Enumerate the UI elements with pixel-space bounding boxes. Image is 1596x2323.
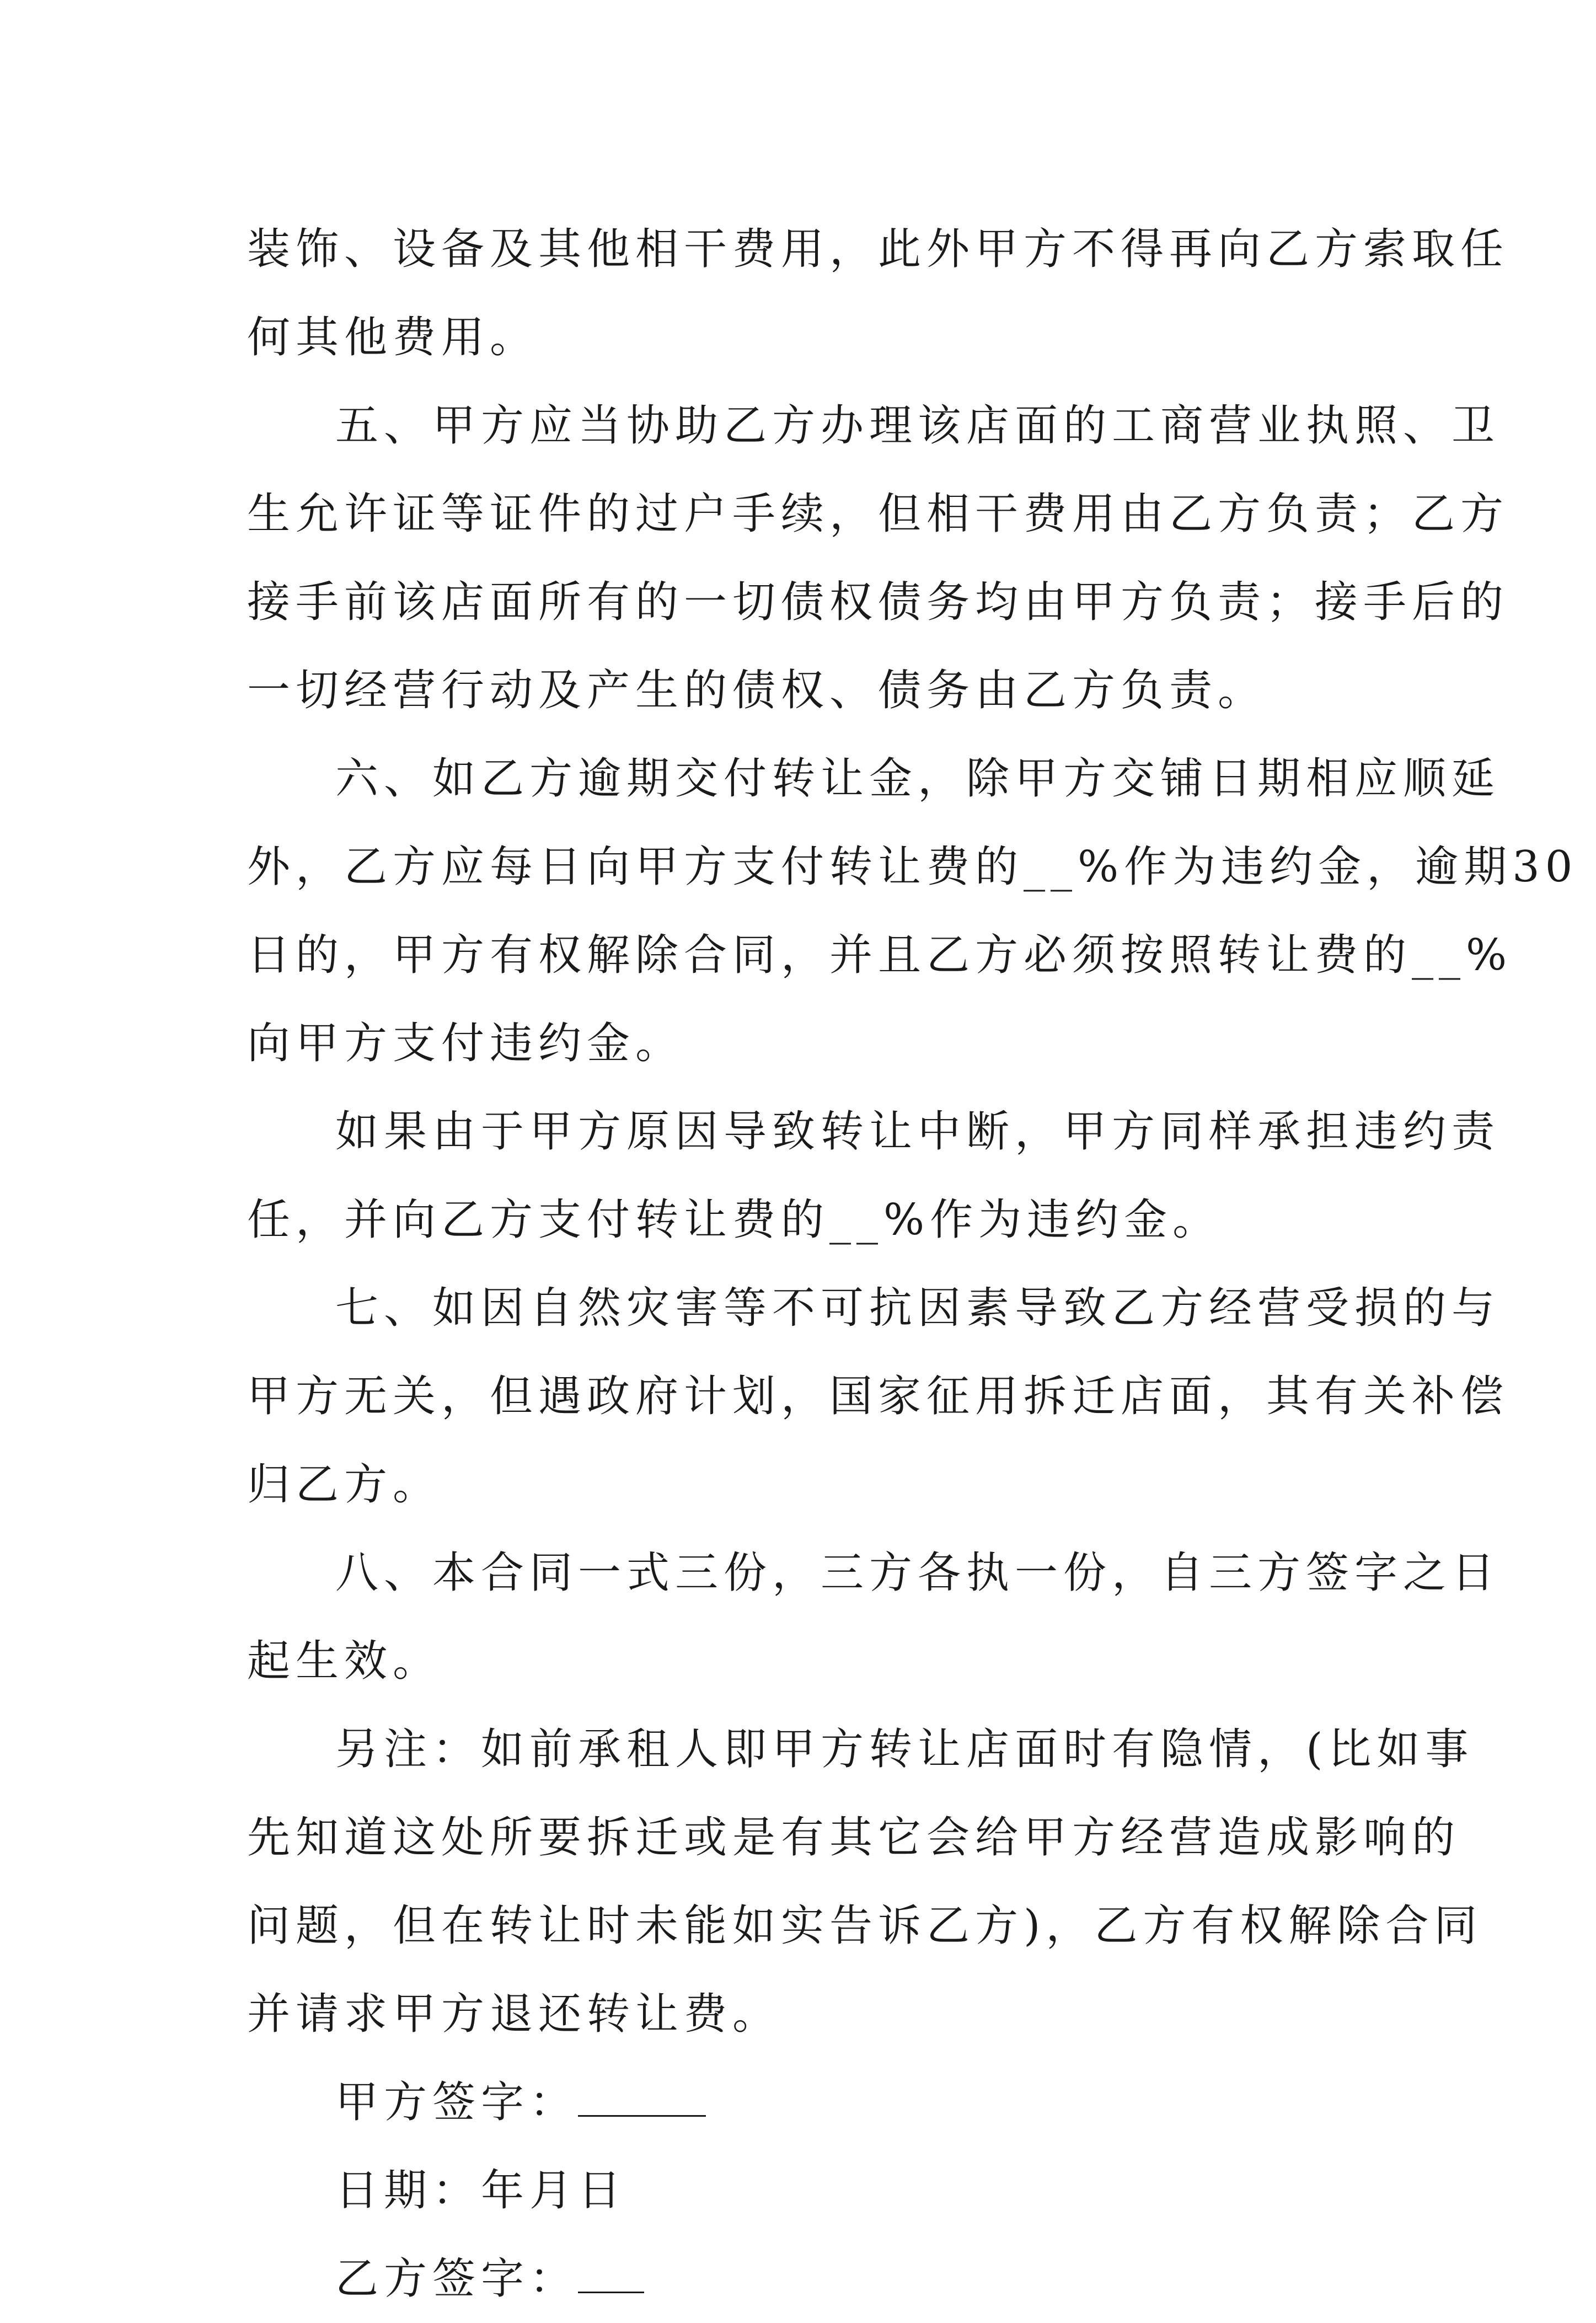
paragraph-continuation — [247, 205, 1509, 382]
paragraph-article-7 — [247, 1264, 1509, 1529]
party-a-signature-label: 甲方签字： — [335, 2078, 579, 2127]
text-line: 归乙方。 — [247, 1460, 442, 1510]
document-body — [247, 205, 1578, 2323]
paragraph-article-8 — [247, 1529, 1501, 1705]
text-line: 并请求甲方退还转让费。 — [247, 1989, 781, 2039]
date-line — [247, 2147, 1357, 2235]
party-b-signature-label: 乙方签字： — [335, 2254, 579, 2304]
text-line: 向甲方支付违约金。 — [247, 1019, 684, 1068]
party-a-signature-line — [247, 2058, 1357, 2147]
text-line: 七、如因自然灾害等不可抗因素导致乙方经营受损的与 — [335, 1283, 1501, 1333]
text-line: 装饰、设备及其他相干费用，此外甲方不得再向乙方索取任 — [247, 224, 1509, 274]
paragraph-article-6b — [247, 1088, 1501, 1264]
text-line: 外，乙方应每日向甲方支付转让费的__%作为违约金，逾期30 — [247, 842, 1578, 892]
text-line: 另注：如前承租人即甲方转让店面时有隐情，(比如事 — [335, 1725, 1474, 1774]
party-b-signature-line — [247, 2235, 1357, 2323]
text-line: 先知道这处所要拆迁或是有其它会给甲方经营造成影响的 — [247, 1813, 1461, 1862]
party-b-signature-blank[interactable] — [578, 2252, 644, 2293]
text-line: 起生效。 — [247, 1636, 442, 1686]
text-line: 八、本合同一式三份，三方各执一份，自三方签字之日 — [335, 1548, 1501, 1598]
text-line: 六、如乙方逾期交付转让金，除甲方交铺日期相应顺延 — [335, 754, 1501, 804]
text-line: 生允许证等证件的过户手续，但相干费用由乙方负责；乙方 — [247, 489, 1509, 539]
text-line: 何其他费用。 — [247, 313, 539, 362]
paragraph-article-6 — [247, 735, 1578, 1088]
text-line: 问题，但在转让时未能如实告诉乙方)，乙方有权解除合同 — [247, 1901, 1483, 1951]
signature-block — [247, 2058, 1357, 2323]
paragraph-note — [247, 1705, 1483, 2058]
text-line: 日的，甲方有权解除合同，并且乙方必须按照转让费的__% — [247, 930, 1513, 980]
text-line: 接手前该店面所有的一切债权债务均由甲方负责；接手后的 — [247, 577, 1509, 627]
text-line: 五、甲方应当协助乙方办理该店面的工商营业执照、卫 — [335, 401, 1501, 451]
text-line: 甲方无关，但遇政府计划，国家征用拆迁店面，其有关补偿 — [247, 1372, 1509, 1421]
text-line: 任，并向乙方支付转让费的__%作为违约金。 — [247, 1195, 1222, 1245]
paragraph-article-5 — [247, 382, 1509, 735]
date-label: 日期：年月日 — [335, 2166, 627, 2215]
text-line: 一切经营行动及产生的债权、债务由乙方负责。 — [247, 666, 1267, 715]
party-a-signature-blank[interactable] — [578, 2075, 706, 2117]
text-line: 如果由于甲方原因导致转让中断，甲方同样承担违约责 — [335, 1107, 1501, 1157]
